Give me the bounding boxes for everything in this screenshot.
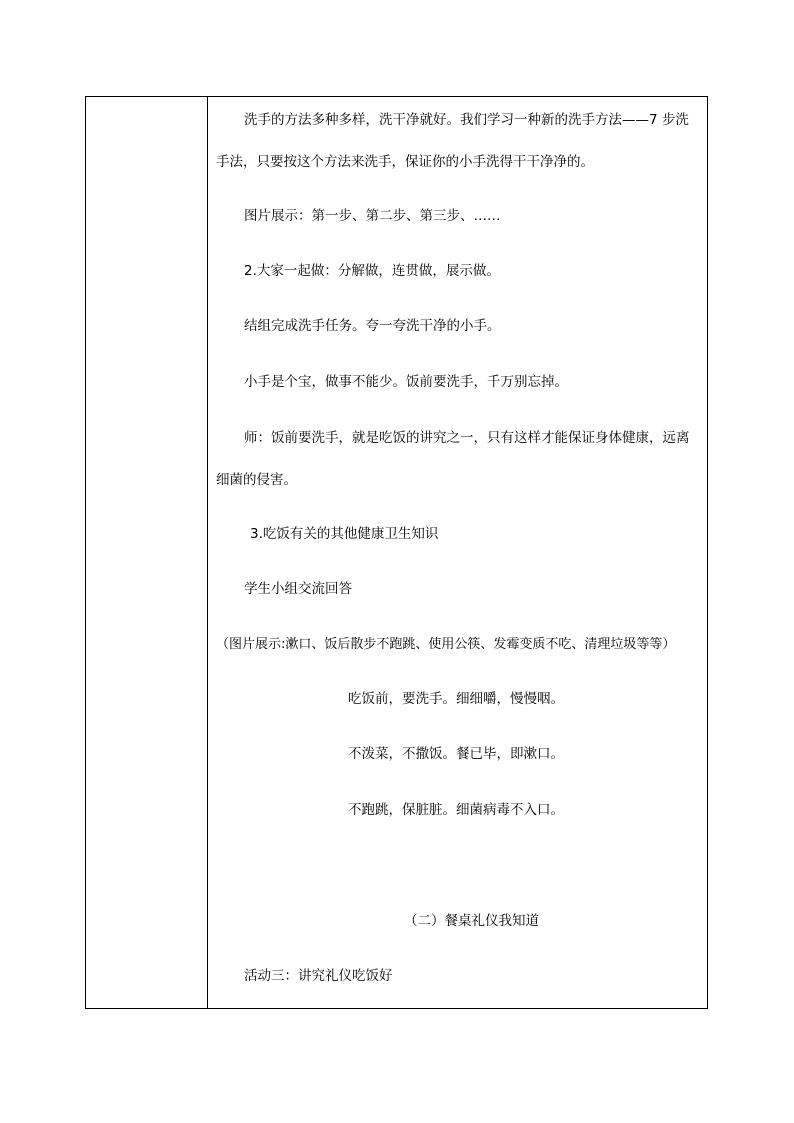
text-line: 图片展示：第一步、第二步、第三步、…… — [244, 208, 501, 224]
text-line: 小手是个宝，做事不能少。饭前要洗手，千万别忘掉。 — [244, 374, 568, 390]
text-line: 手法，只要按这个方法来洗手，保证你的小手洗得干干净净的。 — [216, 154, 594, 170]
lesson-table — [85, 96, 708, 1009]
text-line: （图片展示:漱口、饭后散步不跑跳、使用公筷、发霉变质不吃、清理垃圾等等） — [216, 637, 676, 652]
text-line: 洗手的方法多种多样，洗干净就好。我们学习一种新的洗手方法——7 步洗 — [244, 112, 689, 128]
text-line: 结组完成洗手任务。夸一夸洗干净的小手。 — [244, 318, 501, 334]
text-line: 3.吃饭有关的其他健康卫生知识 — [250, 526, 439, 542]
text-line: 不跑跳，保脏脏。细菌病毒不入口。 — [348, 802, 564, 818]
text-line: 2.大家一起做：分解做，连贯做，展示做。 — [244, 263, 500, 279]
text-line: 不泼菜，不撒饭。餐已毕，即漱口。 — [348, 746, 564, 762]
text-line: 细菌的侵害。 — [216, 472, 297, 488]
text-line: 活动三：讲究礼仪吃饭好 — [244, 968, 393, 984]
text-line: 吃饭前，要洗手。细细嚼，慢慢咽。 — [348, 691, 564, 707]
text-line: 师：饭前要洗手，就是吃饭的讲究之一，只有这样才能保证身体健康，远离 — [244, 430, 690, 446]
text-line: 学生小组交流回答 — [244, 581, 352, 597]
section-heading: （二）餐桌礼仪我知道 — [404, 913, 539, 929]
lesson-content-cell — [208, 97, 707, 1008]
